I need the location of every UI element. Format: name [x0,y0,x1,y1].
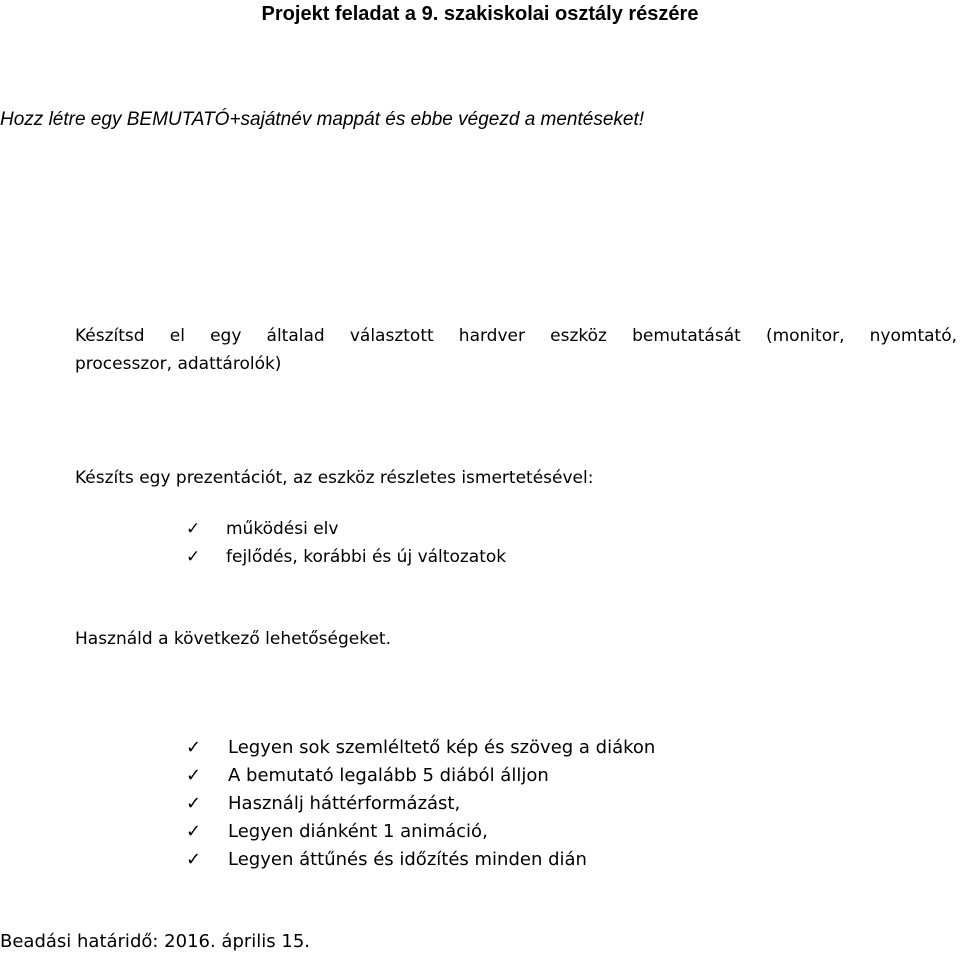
page-title: Projekt feladat a 9. szakiskolai osztály részére [261,3,699,25]
check-icon: ✓ [186,793,202,814]
list-item-label: fejlődés, korábbi és új változatok [226,547,507,567]
list-item-label: A bemutató legalább 5 diából álljon [228,765,549,786]
list-item-label: Legyen sok szemléltető kép és szöveg a diákon [228,737,656,758]
presentation-intro: Készíts egy prezentációt, az eszköz részletes ismertetésével: [75,468,594,488]
check-icon: ✓ [186,547,201,567]
check-icon: ✓ [186,519,201,539]
details-list [186,515,506,571]
requirements-list [186,734,655,874]
list-item [186,790,655,818]
list-item [186,515,506,543]
list-item-label: Használj háttérformázást, [228,793,461,814]
list-item [186,846,655,874]
check-icon: ✓ [186,821,202,842]
folder-instruction: Hozz létre egy BEMUTATÓ+sajátnév mappát és ebbe végezd a mentéseket! [0,109,645,130]
task-line-2: processzor, adattárolók) [75,354,282,374]
check-icon: ✓ [186,765,202,786]
list-item-label: működési elv [226,519,339,539]
list-item [186,543,506,571]
check-icon: ✓ [186,849,202,870]
list-item-label: Legyen áttűnés és időzítés minden dián [228,849,587,870]
task-line-1: Készítsd el egy általad választott hardver eszköz bemutatását (monitor, nyomtató, [75,326,957,346]
list-item [186,818,655,846]
deadline: Beadási határidő: 2016. április 15. [0,931,310,952]
list-item [186,762,655,790]
list-item-label: Legyen diánként 1 animáció, [228,821,488,842]
options-intro: Használd a következő lehetőségeket. [75,629,391,649]
task-description [75,322,957,378]
list-item [186,734,655,762]
check-icon: ✓ [186,737,202,758]
